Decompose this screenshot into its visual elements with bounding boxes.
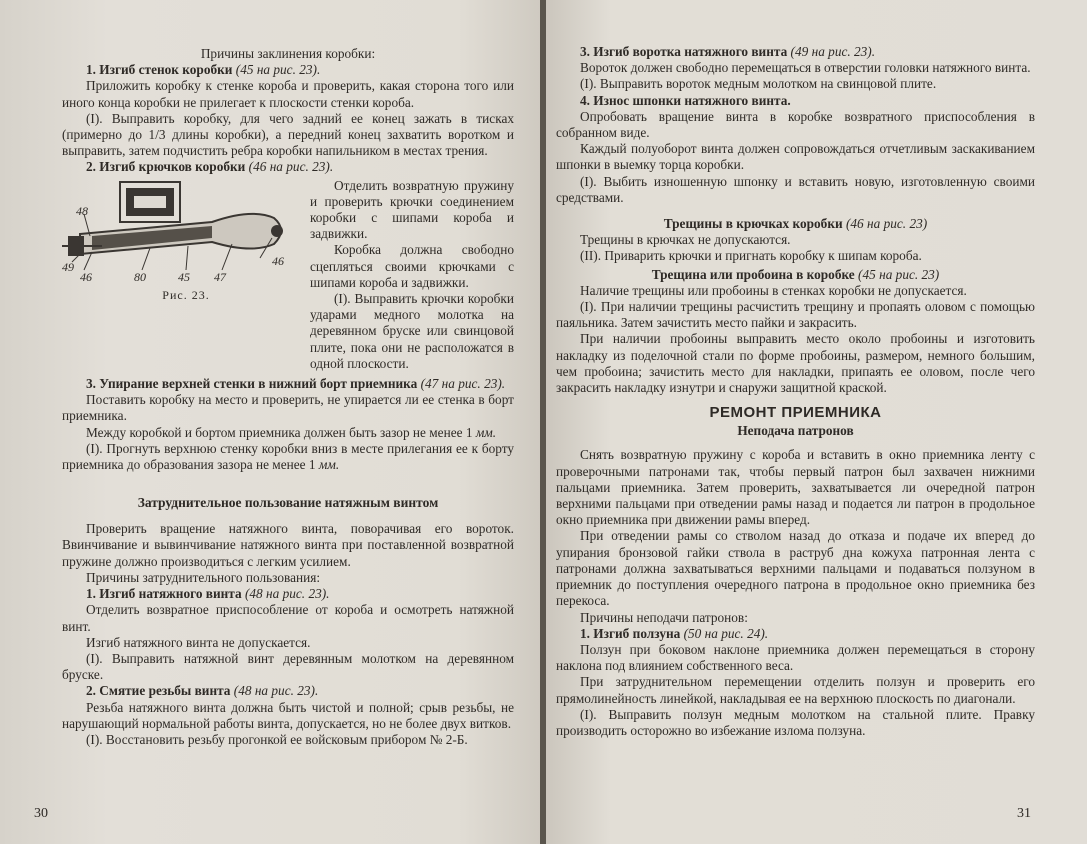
paragraph: (I). Восстановить резьбу прогонкой ее войсковым прибором № 2-Б. bbox=[86, 731, 468, 747]
paragraph: Наличие трещины или пробоины в стенках коробки не допускается. bbox=[580, 282, 967, 298]
figure-23 bbox=[62, 178, 310, 302]
paragraph: (I). Выправить натяжной винт деревянным молотком на деревянном бруске. bbox=[62, 650, 514, 683]
item-heading: 2. Смятие резьбы винта (48 на рис. 23). bbox=[86, 683, 319, 699]
paragraph: При отведении рамы со стволом назад до отказа и подаче их вперед до упирания бронзовой гайки ствола в раструб дна кожуха патронная лента с патронами должна захватываться верхними пальцами и подаваться ползуном в приемник до поступления очередного патрона в продольное окно приемника без перекоса. bbox=[556, 528, 1035, 609]
paragraph: Опробовать вращение винта в коробке возвратного приспособления в собранном виде. bbox=[556, 108, 1035, 141]
paragraph: При затруднительном перемещении отделить ползун и проверить его прямолинейность линейкой, накладывая ее на верхнюю плоскость по диагонали. bbox=[556, 674, 1035, 706]
figure-block bbox=[62, 178, 514, 372]
paragraph: Трещины в крючках не допускаются. bbox=[580, 232, 791, 248]
figure-side-text bbox=[310, 178, 514, 372]
paragraph: (I). При наличии трещины расчистить трещину и пропаять оловом с помощью паяльника. Затем зачистить место пайки и закрасить. bbox=[556, 299, 1035, 331]
left-page bbox=[0, 0, 540, 844]
item-heading: 1. Изгиб натяжного винта (48 на рис. 23). bbox=[86, 586, 330, 602]
figure-caption: Рис. 23. bbox=[162, 287, 210, 302]
paragraph: (I). Выправить ползун медным молотком на стальной плите. Правку производить осторожно во избежание излома ползуна. bbox=[556, 706, 1035, 738]
item-heading: 3. Изгиб воротка натяжного винта (49 на рис. 23). bbox=[580, 44, 876, 59]
figure-label: 47 bbox=[214, 269, 226, 284]
paragraph: Причины неподачи патронов: bbox=[580, 609, 748, 625]
item-heading: 4. Износ шпонки натяжного винта. bbox=[580, 92, 791, 108]
paragraph: (I). Выправить коробку, для чего задний ее конец зажать в тисках (примерно до 1/3 длины коробки), а передний конец захватить воротком и выправить, затем подчистить ребра коробки напильником в местах трения. bbox=[62, 110, 514, 159]
paragraph: (I). Выбить изношенную шпонку и вставить новую, изготовленную своими средствами. bbox=[556, 173, 1035, 205]
paragraph: Отделить возвратную пружину и проверить крючки соединением коробки с шипами короба и задвижки. bbox=[310, 177, 514, 242]
paragraph: Резьба натяжного винта должна быть чистой и полной; срыв резьбы, не нарушающий нормальной работы винта, допускается, но не более двух витков. bbox=[62, 699, 514, 731]
item-heading: 1. Изгиб ползуна (50 на рис. 24). bbox=[580, 625, 769, 641]
paragraph: Ползун при боковом наклоне приемника должен перемещаться в сторону наклона под влиянием собственного веса. bbox=[556, 641, 1035, 674]
paragraph: Снять возвратную пружину с короба и вставить в окно приемника ленту с проверочными патронами так, чтобы первый патрон был захвачен нижними пальцами приемника. Затем проверить, захватывается ли очередной патрон верхними пальцами при отведении рамы назад и подается ли патрон в продольное окно приемника при движении рамы вперед. bbox=[556, 447, 1035, 528]
figure-label: 49 bbox=[62, 259, 74, 274]
paragraph: (II). Приварить крючки и пригнать коробку к шипам короба. bbox=[580, 248, 922, 264]
figure-label: 46 bbox=[272, 253, 284, 268]
paragraph: (I). Выправить крючки коробки ударами медного молотка на деревянном бруске или свинцовой плите, пока они не расположатся в одной плоскости. bbox=[310, 291, 514, 371]
jam-causes-intro: Причины заклинения коробки: bbox=[200, 46, 376, 61]
chapter-heading: РЕМОНТ ПРИЕМНИКА bbox=[709, 404, 882, 422]
page-number: 31 bbox=[1017, 806, 1031, 821]
paragraph: Между коробкой и бортом приемника должен быть зазор не менее 1 мм. bbox=[86, 424, 497, 440]
figure-label: 80 bbox=[134, 269, 146, 284]
paragraph: Каждый полуоборот винта должен сопровождаться отчетливым заскакиванием шпонки в выемку торца коробки. bbox=[556, 141, 1035, 173]
paragraph: Поставить коробку на место и проверить, не упирается ли ее стенка в борт приемника. bbox=[62, 392, 514, 424]
right-page bbox=[546, 0, 1087, 844]
paragraph: (I). Выправить вороток медным молотком на свинцовой плите. bbox=[580, 76, 937, 92]
item-heading: 3. Упирание верхней стенки в нижний борт приемника (47 на рис. 23). bbox=[86, 376, 506, 392]
item-heading: 2. Изгиб крючков коробки (46 на рис. 23). bbox=[86, 159, 334, 175]
subsection-heading: Неподача патронов bbox=[737, 423, 854, 439]
subsection-heading: Трещина или пробоина в коробке (45 на рис. 23) bbox=[651, 266, 940, 282]
paragraph: Коробка должна свободно сцепляться своими крючками с шипами короба и задвижки. bbox=[310, 242, 514, 290]
page-number: 30 bbox=[34, 806, 48, 821]
item-heading: 1. Изгиб стенок коробки (45 на рис. 23). bbox=[86, 62, 321, 78]
paragraph: Отделить возвратное приспособление от короба и осмотреть натяжной винт. bbox=[62, 602, 514, 634]
paragraph: Вороток должен свободно перемещаться в отверстии головки натяжного винта. bbox=[580, 60, 1031, 76]
figure-label: 48 bbox=[76, 203, 88, 218]
figure-label: 45 bbox=[178, 269, 190, 284]
subsection-heading: Трещины в крючках коробки (46 на рис. 23) bbox=[663, 216, 928, 232]
figure-label: 46 bbox=[80, 269, 92, 284]
paragraph: При наличии пробоины выправить место около пробоины и изготовить накладку из поделочной стали по форме пробоины, размером, немного большим, чем пробоина; зачистить место для накладки, припаять ее оловом, после чего закрасить накладку изнутри и снаружи защитной краской. bbox=[556, 331, 1035, 396]
paragraph: Изгиб натяжного винта не допускается. bbox=[86, 634, 311, 650]
paragraph: Приложить коробку к стенке короба и проверить, какая сторона того или иного конца коробки не прилегает к плоскости стенки короба. bbox=[62, 78, 514, 110]
paragraph: (I). Прогнуть верхнюю стенку коробки вниз в месте прилегания ее к борту приемника до образования зазора не менее 1 мм. bbox=[62, 440, 514, 473]
section-heading: Затруднительное пользование натяжным винтом bbox=[137, 495, 439, 511]
paragraph: Проверить вращение натяжного винта, поворачивая его вороток. Ввинчивание и вывинчивание натяжного винта при поставленной возвратной пружине должно производиться с легким усилием. bbox=[62, 521, 514, 569]
paragraph: Причины затруднительного пользования: bbox=[86, 569, 321, 585]
